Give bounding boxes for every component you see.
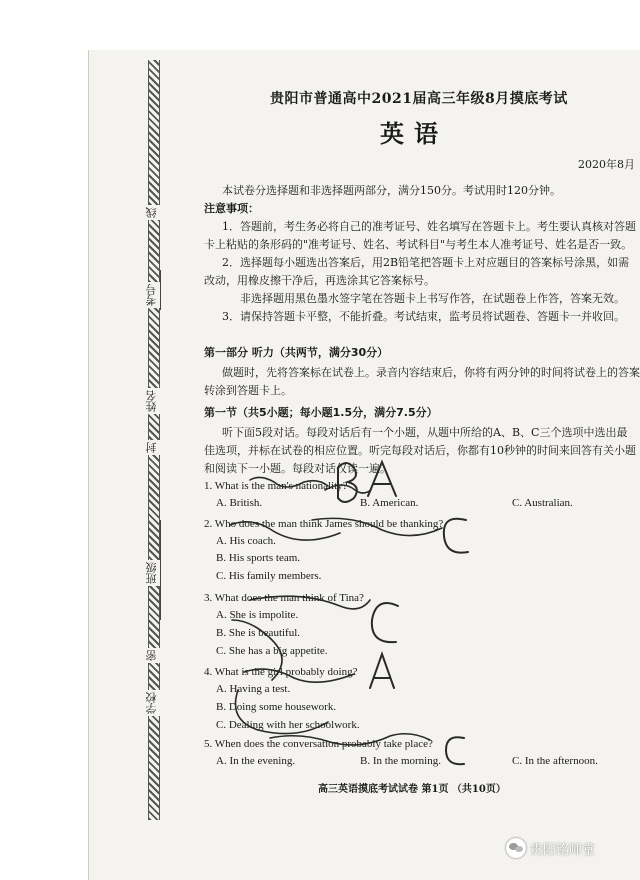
option: C. She has a big appetite. <box>216 645 328 657</box>
question-1: 1. What is the man's nationality? <box>204 480 348 492</box>
question-4: 4. What is the girl probably doing? <box>204 666 358 678</box>
section1-title: 第一节（共5小题；每小题1.5分，满分7.5分） <box>204 406 438 419</box>
option: C. In the afternoon. <box>512 755 598 767</box>
name-label: 姓名 <box>145 390 158 412</box>
option: A. British. <box>216 497 263 509</box>
option: A. In the evening. <box>216 755 296 767</box>
exam-title: 贵阳市普通高中2021届高三年级8月摸底考试 <box>270 91 568 107</box>
binding-mark: 线 <box>145 207 158 218</box>
option: A. Having a test. <box>216 683 291 695</box>
question-5: 5. When does the conversation probably take place? <box>204 738 433 750</box>
notice-line: 非选择题用黑色墨水签字笔在答题卡上书写作答，在试题卷上作答，答案无效。 <box>240 292 625 305</box>
option: A. His coach. <box>216 535 276 547</box>
option: A. She is impolite. <box>216 609 299 621</box>
option: B. Doing some housework. <box>216 701 337 713</box>
notice-line: 2．选择题每小题选出答案后，用2B铅笔把答题卡上对应题目的答案标号涂黑，如需 <box>222 256 630 269</box>
section1-instruction: 听下面5段对话。每段对话后有一个小题，从题中所给的A、B、C三个选项中选出最 <box>222 426 628 439</box>
school-label: 学校 <box>145 692 158 714</box>
binding-mark: 封 <box>145 442 158 453</box>
option: B. She is beautiful. <box>216 627 301 639</box>
option: C. Australian. <box>512 497 573 509</box>
binding-line <box>160 520 161 620</box>
part1-title: 第一部分 听力（共两节，满分30分） <box>204 346 389 359</box>
exam-number-label: 考号 <box>145 284 158 306</box>
section1-instruction: 佳选项，并标在试卷的相应位置。听完每段对话后，你都有10秒钟的时间来回答有关小题 <box>204 444 636 457</box>
section1-instruction: 和阅读下一小题。每段对话仅读一遍。 <box>204 462 391 475</box>
part1-instruction: 做题时，先将答案标在试卷上。录音内容结束后，你将有两分钟的时间将试卷上的答案 <box>222 366 640 379</box>
option: C. Dealing with her schoolwork. <box>216 719 360 731</box>
notice-line: 3．请保持答题卡平整，不能折叠。考试结束，监考员将试题卷、答题卡一并收回。 <box>222 310 625 323</box>
watermark <box>506 838 595 858</box>
question-3: 3. What does the man think of Tina? <box>204 592 364 604</box>
notice-title: 注意事项： <box>204 202 259 215</box>
binding-line <box>160 270 161 310</box>
subject-title: 英语 <box>380 119 448 148</box>
part1-instruction: 转涂到答题卡上。 <box>204 384 292 397</box>
exam-date: 2020年8月 <box>578 158 635 171</box>
option: B. His sports team. <box>216 552 301 564</box>
option: B. American. <box>360 497 419 509</box>
notice-line: 1．答题前，考生务必将自己的准考证号、姓名填写在答题卡上。考生要认真核对答题 <box>222 220 636 233</box>
binding-mark: 密 <box>145 650 158 661</box>
notice-line: 改动，用橡皮擦干净后，再选涂其它答案标号。 <box>204 274 435 287</box>
notice-line: 卡上粘贴的条形码的"准考证号、姓名、考试科目"与考生本人准考证号、姓名是否一致。 <box>204 238 633 251</box>
question-2: 2. Who does the man think James should be thanking? <box>204 518 444 530</box>
wechat-icon <box>506 838 526 858</box>
watermark-text: 贵阳铭师堂 <box>530 842 596 858</box>
option: C. His family members. <box>216 570 322 582</box>
class-label: 班级 <box>145 562 158 584</box>
intro-text: 本试卷分选择题和非选择题两部分，满分150分。考试用时120分钟。 <box>222 184 561 197</box>
page-footer: 高三英语摸底考试试卷 第1页 （共10页） <box>318 784 506 795</box>
option: B. In the morning. <box>360 755 441 767</box>
